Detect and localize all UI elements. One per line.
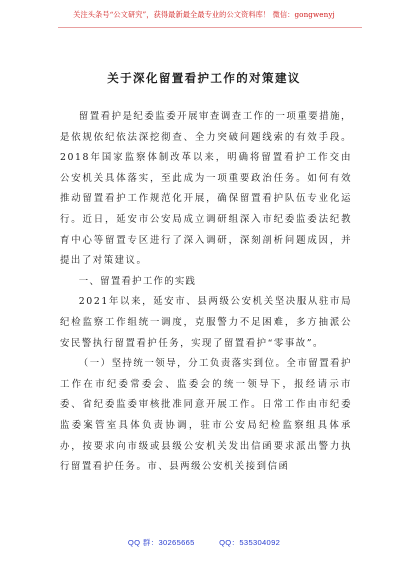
- header-banner: [0, 10, 408, 20]
- banner-divider: [58, 27, 362, 28]
- section-heading: 一、留置看护工作的实践: [78, 275, 197, 287]
- paragraph-leadership: （一）坚持统一领导，分工负责落实到位。全市留置看护工作在市纪委常委会、监委会的统一领导下，报经请示市委、省纪委监委审核批准同意开展工作。日常工作由市纪委监委案管室具体负责协调，驻市公安局纪检监察组具体承办，按要求向市级或县级公安机关发出信函要求派出警力执行留置看护任务。市、县两级公安机关接到信函: [60, 358, 352, 473]
- footer-contact: [0, 537, 408, 548]
- footer-qq-group: QQ 群：30265665: [127, 538, 195, 547]
- banner-text: 关注头条号“公文研究”，获得最新最全最专业的公文资料库！ 微信：gongwenyj: [73, 10, 335, 19]
- document-title: 关于深化留置看护工作的对策建议: [107, 71, 301, 85]
- paragraph-practice: 2021年以来，延安市、县两级公安机关坚决服从驻市局纪检监察工作组统一调度，克服警力不足困难，多方抽派公安民警执行留置看护任务，实现了留置看护“零事故”。: [60, 296, 352, 349]
- footer-qq: QQ：535304092: [219, 538, 281, 547]
- document-body: [60, 107, 352, 478]
- paragraph-intro: 留置看护是纪委监委开展审查调查工作的一项重要措施，是依规依纪依法深挖彻查、全力突破问题线索的有效手段。2018年国家监察体制改革以来，明确将留置看护工作交由公安机关具体落实，至此成为一项重要政治任务。如何有效推动留置看护工作规范化开展，确保留置看护队伍专业化运行。近日，延安市公安局成立调研组深入市纪委监委法纪教育中心等留置专区进行了深入调研，深刻剖析问题成因，并提出了对策建议。: [60, 111, 352, 267]
